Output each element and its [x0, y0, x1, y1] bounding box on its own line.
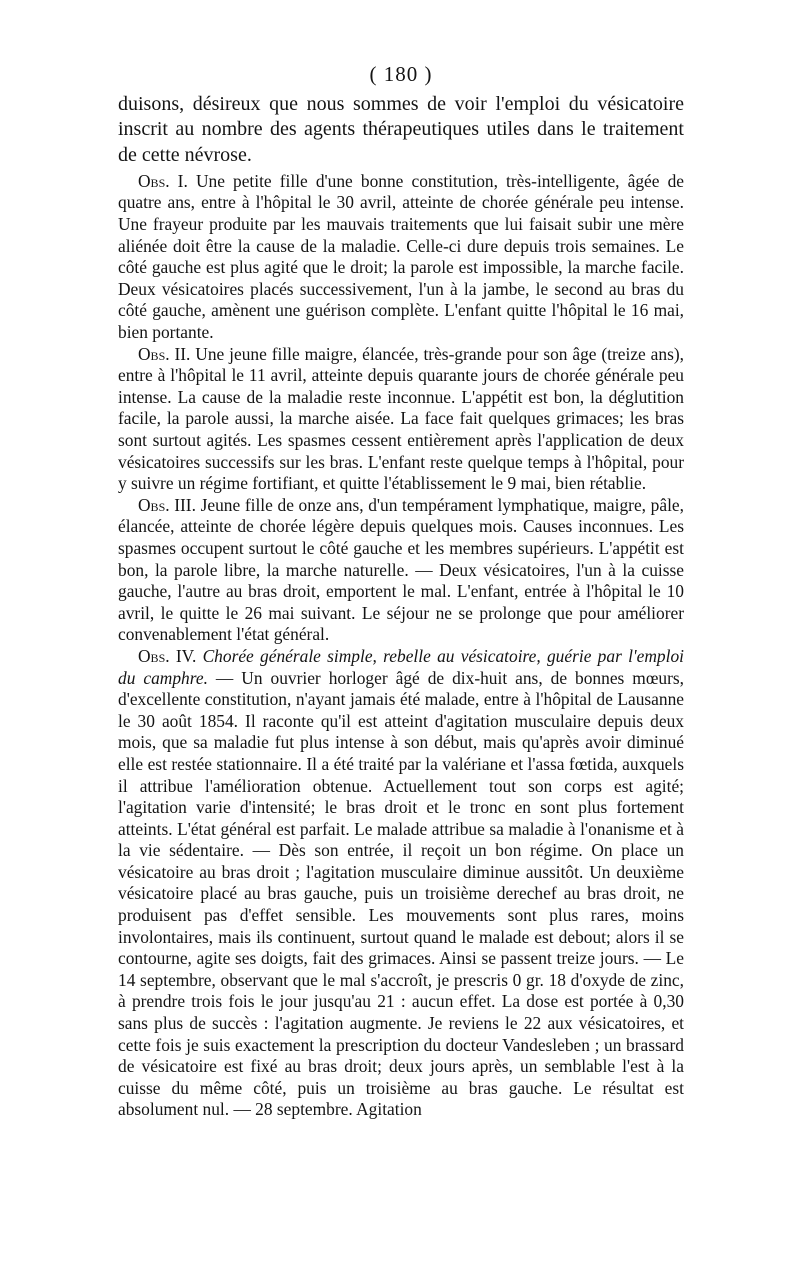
observation-3	[118, 495, 684, 646]
page-number: ( 180 )	[369, 62, 433, 86]
observation-text: Jeune fille de onze ans, d'un tempérament lymphatique, maigre, pâle, élancée, atteinte de chorée légère depuis quelques mois. Causes inconnues. Les spasmes occupent surtout le côté gauche et les membres supérieurs. L'appétit est bon, la parole libre, la marche naturelle. — Deux vésicatoires, l'un à la cuisse gauche, l'autre au bras droit, emportent le mal. L'enfant, entrée à l'hôpital le 10 avril, le quitte le 26 mai suivant. Le séjour ne se prolonge que pour améliorer convenablement l'état général.	[118, 494, 684, 645]
observation-title: Chorée générale simple, rebelle au vésicatoire, guérie par l'emploi du camphre.	[118, 645, 684, 688]
observation-1	[118, 171, 684, 344]
observation-label: Obs. III.	[138, 494, 196, 515]
observation-4	[118, 646, 684, 1121]
observation-text: Une petite fille d'une bonne constitution, très-intelligente, âgée de quatre ans, entre à l'hôpital le 30 avril, atteinte de chorée générale peu intense. Une frayeur produite par les mauvais traitements que lui faisait subir une mère aliénée doit être la cause de la maladie. Celle-ci dure depuis trois semaines. Le côté gauche est plus agité que le droit; la parole est impossible, la marche facile. Deux vésicatoires placés successivement, l'un à la jambe, le second au bras du côté gauche, amènent une guérison complète. L'enfant quitte l'hôpital le 16 mai, bien portante.	[118, 170, 684, 343]
observation-label: Obs. II.	[138, 343, 191, 364]
observation-text: — Un ouvrier horloger âgé de dix-huit ans, de bonnes mœurs, d'excellente constitution, n'ayant jamais été malade, entre à l'hôpital de Lausanne le 30 août 1854. Il raconte qu'il est atteint d'agitation musculaire depuis deux mois, que sa maladie fut plus intense à son début, mais qu'après avoir diminué elle est restée stationnaire. Il a été traité par la valériane et l'assa fœtida, auxquels il attribue l'amélioration obtenue. Actuellement tout son corps est agité; l'agitation varie d'intensité; le bras droit et le tronc en sont plus fortement atteints. L'état général est parfait. Le malade attribue sa maladie à l'onanisme et à la vie sédentaire. — Dès son entrée, il reçoit un bon régime. On place un vésicatoire au bras droit ; l'agitation musculaire diminue aussitôt. Un deuxième vésicatoire placé au bras gauche, puis un troisième derechef au bras droit, ne produisent pas d'effet sensible. Les mouvements sont plus rares, moins involontaires, mais ils continuent, surtout quand le malade est debout; alors il se contourne, agite ses doigts, fait des grimaces. Ainsi se passent treize jours. — Le 14 septembre, observant que le mal s'accroît, je prescris 0 gr. 18 d'oxyde de zinc, à prendre trois fois le jour jusqu'au 21 : aucun effet. La dose est portée à 0,30 sans plus de succès : l'agitation augmente. Je reviens le 22 aux vésicatoires, et cette fois je suis exactement la prescription du docteur Vandesleben ; un brassard de vésicatoire est fixé au bras droit; deux jours après, un semblable l'est à la cuisse du même côté, puis un troisième au bras gauche. Le résultat est absolument nul. — 28 septembre. Agitation	[118, 667, 684, 1120]
book-page	[118, 56, 684, 1121]
observation-label: Obs. IV.	[138, 645, 197, 666]
observation-text: Une jeune fille maigre, élancée, très-grande pour son âge (treize ans), entre à l'hôpital le 11 avril, atteinte depuis quarante jours de chorée générale peu intense. La cause de la maladie reste inconnue. L'appétit est bon, la déglutition facile, la parole aussi, la marche aisée. La face fait quelques grimaces; les bras sont surtout agités. Les spasmes cessent entièrement après l'application de deux vésicatoires successifs sur les bras. L'enfant reste quelque temps à l'hôpital, pour y suivre un régime fortifiant, et quitte l'établissement le 9 mai, bien rétablie.	[118, 343, 684, 494]
observation-2	[118, 344, 684, 495]
intro-paragraph: duisons, désireux que nous sommes de voir l'emploi du vésicatoire inscrit au nombre des agents thérapeutiques utiles dans le traitement de cette névrose.	[118, 93, 684, 166]
observation-label: Obs. I.	[138, 170, 188, 191]
